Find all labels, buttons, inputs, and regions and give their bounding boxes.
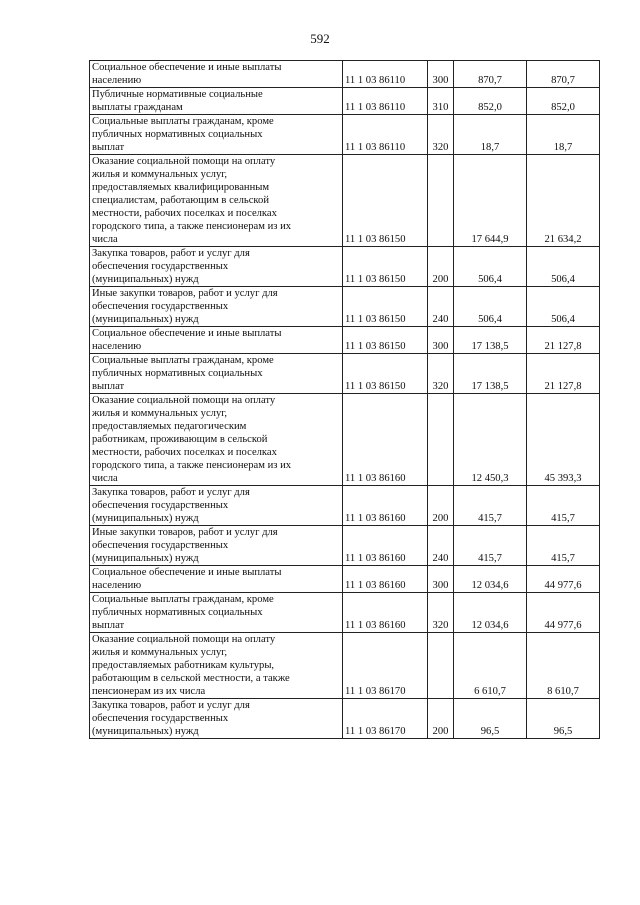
target-code-cell: 11 1 03 86150 bbox=[343, 287, 428, 327]
amount-year1-cell: 18,7 bbox=[454, 115, 527, 155]
item-name-cell: Социальное обеспечение и иные выплаты населению bbox=[90, 566, 343, 593]
amount-year1-cell: 415,7 bbox=[454, 526, 527, 566]
target-code-cell: 11 1 03 86150 bbox=[343, 327, 428, 354]
amount-year1-cell: 6 610,7 bbox=[454, 633, 527, 699]
expense-type-cell: 320 bbox=[428, 593, 454, 633]
expense-type-cell bbox=[428, 633, 454, 699]
item-name-cell: Оказание социальной помощи на оплату жилья и коммунальных услуг, предоставляемых педагогическим работникам, проживающим в сельской местности, рабочих поселках и поселках городского типа, а также пенсионерам из их числа bbox=[90, 394, 343, 486]
item-name-cell: Оказание социальной помощи на оплату жилья и коммунальных услуг, предоставляемых квалифицированным специалистам, работающим в сельской местности, рабочих поселках и поселках городского типа, а также пенсионерам из их числа bbox=[90, 155, 343, 247]
target-code-cell: 11 1 03 86150 bbox=[343, 247, 428, 287]
expense-type-cell: 300 bbox=[428, 327, 454, 354]
table-row bbox=[90, 566, 600, 593]
expense-type-cell: 320 bbox=[428, 115, 454, 155]
target-code-cell: 11 1 03 86150 bbox=[343, 155, 428, 247]
amount-year1-cell: 852,0 bbox=[454, 88, 527, 115]
table-row bbox=[90, 633, 600, 699]
amount-year2-cell: 506,4 bbox=[527, 247, 600, 287]
expense-type-cell bbox=[428, 155, 454, 247]
target-code-cell: 11 1 03 86110 bbox=[343, 61, 428, 88]
target-code-cell: 11 1 03 86150 bbox=[343, 354, 428, 394]
expense-type-cell: 320 bbox=[428, 354, 454, 394]
amount-year1-cell: 17 138,5 bbox=[454, 327, 527, 354]
table-row bbox=[90, 88, 600, 115]
expense-type-cell: 200 bbox=[428, 699, 454, 739]
amount-year1-cell: 506,4 bbox=[454, 247, 527, 287]
expense-type-cell bbox=[428, 394, 454, 486]
amount-year1-cell: 12 450,3 bbox=[454, 394, 527, 486]
item-name-cell: Закупка товаров, работ и услуг для обеспечения государственных (муниципальных) нужд bbox=[90, 247, 343, 287]
amount-year2-cell: 21 127,8 bbox=[527, 354, 600, 394]
amount-year2-cell: 506,4 bbox=[527, 287, 600, 327]
amount-year2-cell: 415,7 bbox=[527, 526, 600, 566]
amount-year1-cell: 870,7 bbox=[454, 61, 527, 88]
target-code-cell: 11 1 03 86160 bbox=[343, 526, 428, 566]
amount-year1-cell: 17 138,5 bbox=[454, 354, 527, 394]
table-row bbox=[90, 155, 600, 247]
item-name-cell: Социальное обеспечение и иные выплаты населению bbox=[90, 61, 343, 88]
target-code-cell: 11 1 03 86110 bbox=[343, 115, 428, 155]
item-name-cell: Публичные нормативные социальные выплаты гражданам bbox=[90, 88, 343, 115]
target-code-cell: 11 1 03 86170 bbox=[343, 633, 428, 699]
amount-year2-cell: 21 127,8 bbox=[527, 327, 600, 354]
expense-type-cell: 240 bbox=[428, 287, 454, 327]
item-name-cell: Закупка товаров, работ и услуг для обеспечения государственных (муниципальных) нужд bbox=[90, 486, 343, 526]
target-code-cell: 11 1 03 86160 bbox=[343, 394, 428, 486]
table-row bbox=[90, 486, 600, 526]
item-name-cell: Закупка товаров, работ и услуг для обеспечения государственных (муниципальных) нужд bbox=[90, 699, 343, 739]
item-name-cell: Социальные выплаты гражданам, кроме публичных нормативных социальных выплат bbox=[90, 115, 343, 155]
amount-year1-cell: 96,5 bbox=[454, 699, 527, 739]
amount-year2-cell: 8 610,7 bbox=[527, 633, 600, 699]
expense-type-cell: 240 bbox=[428, 526, 454, 566]
amount-year1-cell: 12 034,6 bbox=[454, 593, 527, 633]
item-name-cell: Иные закупки товаров, работ и услуг для обеспечения государственных (муниципальных) нужд bbox=[90, 526, 343, 566]
table-row bbox=[90, 354, 600, 394]
table-row bbox=[90, 61, 600, 88]
amount-year2-cell: 18,7 bbox=[527, 115, 600, 155]
target-code-cell: 11 1 03 86160 bbox=[343, 486, 428, 526]
page-number: 592 bbox=[310, 31, 330, 46]
amount-year2-cell: 44 977,6 bbox=[527, 593, 600, 633]
target-code-cell: 11 1 03 86160 bbox=[343, 593, 428, 633]
expense-type-cell: 300 bbox=[428, 61, 454, 88]
table-row bbox=[90, 394, 600, 486]
table-row bbox=[90, 699, 600, 739]
table-row bbox=[90, 287, 600, 327]
expense-type-cell: 200 bbox=[428, 247, 454, 287]
amount-year1-cell: 506,4 bbox=[454, 287, 527, 327]
target-code-cell: 11 1 03 86160 bbox=[343, 566, 428, 593]
amount-year2-cell: 44 977,6 bbox=[527, 566, 600, 593]
table-row bbox=[90, 526, 600, 566]
budget-table bbox=[89, 60, 600, 739]
table-row bbox=[90, 327, 600, 354]
amount-year2-cell: 45 393,3 bbox=[527, 394, 600, 486]
amount-year2-cell: 96,5 bbox=[527, 699, 600, 739]
table-row bbox=[90, 593, 600, 633]
amount-year1-cell: 17 644,9 bbox=[454, 155, 527, 247]
item-name-cell: Социальное обеспечение и иные выплаты населению bbox=[90, 327, 343, 354]
amount-year2-cell: 21 634,2 bbox=[527, 155, 600, 247]
item-name-cell: Социальные выплаты гражданам, кроме публичных нормативных социальных выплат bbox=[90, 354, 343, 394]
table-row bbox=[90, 115, 600, 155]
expense-type-cell: 310 bbox=[428, 88, 454, 115]
expense-type-cell: 300 bbox=[428, 566, 454, 593]
table-row bbox=[90, 247, 600, 287]
item-name-cell: Иные закупки товаров, работ и услуг для обеспечения государственных (муниципальных) нужд bbox=[90, 287, 343, 327]
budget-table-body bbox=[90, 61, 600, 739]
item-name-cell: Оказание социальной помощи на оплату жилья и коммунальных услуг, предоставляемых работникам культуры, работающим в сельской местности, а также пенсионерам из их числа bbox=[90, 633, 343, 699]
item-name-cell: Социальные выплаты гражданам, кроме публичных нормативных социальных выплат bbox=[90, 593, 343, 633]
amount-year1-cell: 415,7 bbox=[454, 486, 527, 526]
amount-year2-cell: 852,0 bbox=[527, 88, 600, 115]
amount-year2-cell: 415,7 bbox=[527, 486, 600, 526]
target-code-cell: 11 1 03 86110 bbox=[343, 88, 428, 115]
target-code-cell: 11 1 03 86170 bbox=[343, 699, 428, 739]
amount-year1-cell: 12 034,6 bbox=[454, 566, 527, 593]
amount-year2-cell: 870,7 bbox=[527, 61, 600, 88]
expense-type-cell: 200 bbox=[428, 486, 454, 526]
